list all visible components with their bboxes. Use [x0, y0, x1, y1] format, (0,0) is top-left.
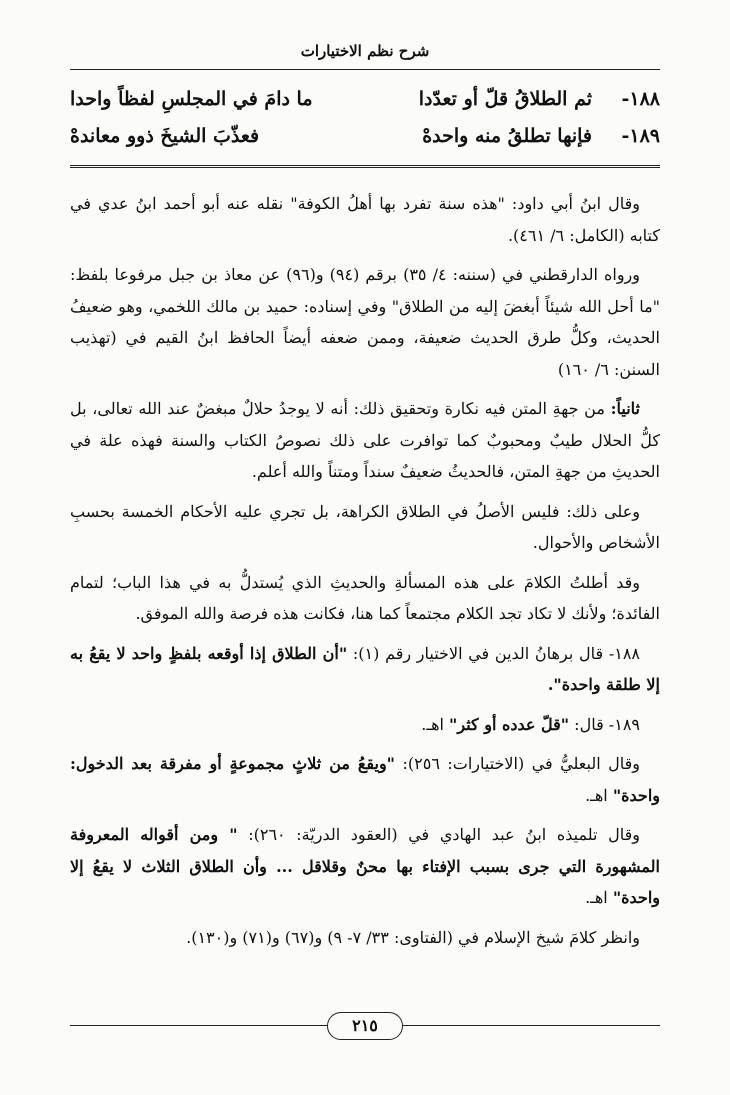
quoted-text: "أن الطلاق إذا أوقعه بلفظٍ واحد لا يقعُ به إلا طلقة واحدة". — [70, 643, 660, 694]
paragraph-tail: اهـ. — [585, 888, 613, 907]
paragraph: وانظر كلامَ شيخ الإسلام في (الفتاوى: ٣٣/ ٧- ٩) و(٦٧) و(٧١) و(١٣٠). — [186, 927, 640, 947]
quoted-text: "قلّ عدده أو كثر" — [449, 714, 570, 734]
quoted-text: " ومن أقواله المعروفة المشهورة التي جرى بسبب الإفتاء بها محنٌ وقلاقل ... وأن الطلاق الثلاث لا يقعُ إلا واحدة" — [70, 825, 660, 907]
paragraph — [70, 709, 660, 741]
verse-first-hemistich: فإنها تطلقُ منه واحدهْ — [422, 125, 592, 147]
paragraph — [70, 638, 660, 701]
paragraph: وقد أطلتُ الكلامَ على هذه المسألةِ والحديثِ الذي يُستدلُّ به في هذا الباب؛ لتمام الفائدة؛ ولأنك لا تكاد تجد الكلام مجتمعاً كما هنا، فكانت هذه فرصة والله الموفق. — [70, 572, 660, 623]
paragraph-lead: وقال البعليُّ في (الاختيارات: ٢٥٦): — [395, 754, 640, 773]
quoted-text: "ويقعُ من ثلاثٍ مجموعةٍ أو مفرقة بعد الدخول: واحدة" — [70, 754, 660, 805]
commentary-text — [70, 188, 660, 961]
verse-second-hemistich: ما دامَ في المجلسِ لفظاً واحدا — [70, 88, 313, 110]
paragraph: ورواه الدارقطني في (سننه: ٤/ ٣٥) برقم (٩٤) و(٩٦) عن معاذ بن جبل مرفوعا بلفظ: "ما أحل الله شيئاً أبغضَ إليه من الطلاق" وفي إسناده: حميد بن مالك اللخمي، وهو ضعيفُ الحديث، وكلُّ طرق الحديث ضعيفة، وممن ضعفه أيضاً الحافظ ابنُ القيم في (تهذيب السنن: ٦/ ١٦٠) — [70, 265, 660, 379]
paragraph-lead: ١٨٩- قال: — [569, 714, 640, 734]
paragraph: وعلى ذلك: فليس الأصلُ في الطلاق الكراهة، بل تجري عليه الأحكام الخمسة بحسبِ الأشخاص والأحوال. — [70, 501, 660, 552]
verse-second-hemistich: فعذّبَ الشيخَ ذوو معاندهْ — [70, 125, 260, 147]
paragraph-lead: ١٨٨- قال برهانُ الدين في الاختيار رقم (١): — [347, 643, 641, 663]
verse-188 — [70, 88, 660, 118]
paragraph — [70, 748, 660, 811]
verse-number: ١٨٨- — [621, 88, 660, 110]
paragraph-lead: ثانياً: — [610, 399, 640, 418]
paragraph-tail: اهـ. — [585, 785, 613, 805]
paragraph-lead: وقال تلميذه ابنُ عبد الهادي في (العقود الدريّة: ٢٦٠): — [237, 825, 641, 844]
paragraph — [70, 819, 660, 914]
paragraph — [70, 393, 660, 488]
header-rule — [70, 69, 660, 70]
verse-number: ١٨٩- — [621, 125, 660, 147]
verses-divider — [70, 165, 660, 170]
paragraph-tail: اهـ. — [421, 714, 450, 734]
verse-first-hemistich: ثم الطلاقُ قلّ أو تعدّدا — [418, 88, 592, 110]
running-header: شرح نظم الاختيارات — [300, 42, 430, 60]
verse-189 — [70, 125, 660, 155]
page-footer — [70, 1012, 660, 1040]
page-number: ٢١٥ — [327, 1012, 403, 1040]
paragraph: وقال ابنُ أبي داود: "هذه سنة تفرد بها أهلُ الكوفة" نقله عنه أبو أحمد ابنُ عدي في كتابه (الكامل: ٦/ ٤٦١). — [70, 194, 660, 245]
paragraph-text: من جهةِ المتن فيه نكارة وتحقيق ذلك: أنه لا يوجدُ حلالٌ مبغضٌ عند الله تعالى، بل كلُّ الحلال طيبٌ ومحبوبٌ كما توافرت على ذلك نصوصُ الكتاب والسنة فهذه علة في الحديثِ من جهةِ المتن، فالحديثُ ضعيفٌ سنداً ومتناً والله أعلم. — [70, 399, 660, 481]
